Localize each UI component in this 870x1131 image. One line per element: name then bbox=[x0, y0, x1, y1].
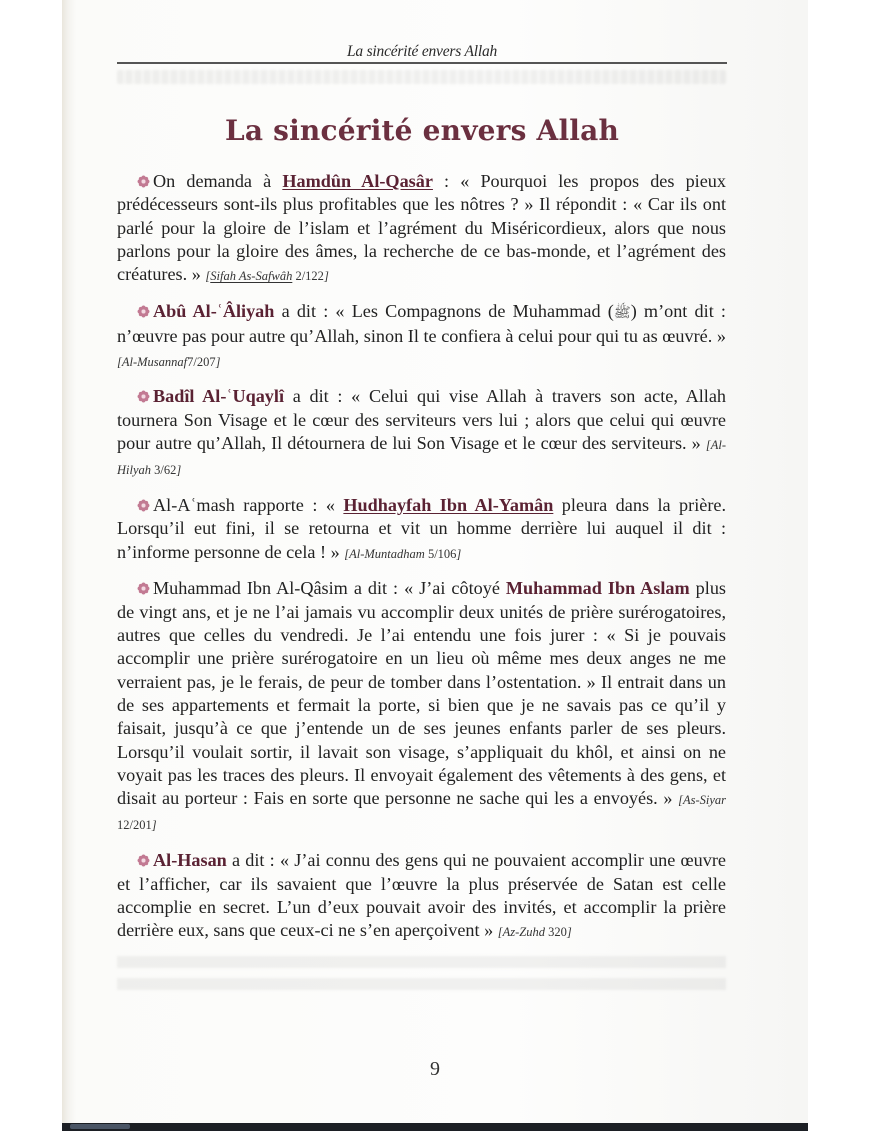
body-text bbox=[117, 170, 726, 1000]
edge-glare bbox=[70, 1124, 130, 1129]
source-ref: 12/201 bbox=[117, 818, 152, 833]
paragraph-hudhayfah bbox=[117, 494, 726, 566]
person-name: Badîl Al-ʿUqaylî bbox=[153, 386, 284, 407]
text: plus de vingt ans, et je ne l’ai jamais vu accomplir deux unités de prière surérogatoires, autres que celles du vendredi. Je l’ai entendu une fois jurer : « Si je pouvais accomplir une prière surérogatoire en un lieu où même mes deux anges ne me verraient pas, je le ferais, de peur de tomber dans l’ostentation. » Il entrait dans un de ses appartements et fermait la porte, si bien que je ne savais pas ce qu’il y faisait, jusqu’à ce que j’entende un de ses jeunes enfants parler de ses pleurs. Lorsqu’il voulait sortir, il lavait son visage, s’appliquait du khôl, et ainsi on ne voyait pas les traces des pleurs. Il envoyait également des vêtements à des gens, et disait au porteur : Fais en sorte que personne ne sache qui les a envoyés. » bbox=[117, 578, 726, 809]
text: On demanda à bbox=[153, 171, 283, 191]
source-title: Sifah As-Safwâh bbox=[210, 269, 293, 284]
salawat-symbol: ﷺ bbox=[613, 305, 631, 321]
text: a dit : « J’ai connu des gens qui ne pouvaient accomplir une œuvre et l’afficher, car ils savaient que l’œuvre la plus préservée de Satan est celle accomplie en secret. L’un d’eux pouvait avoir des invités, et accomplir la prière derrière eux, sans que ceux-ci ne s’en aperçoivent » bbox=[117, 850, 726, 941]
flower-ornament-icon bbox=[137, 582, 150, 595]
source-ref: 5/106 bbox=[427, 546, 457, 561]
source-ref: 3/62 bbox=[154, 463, 177, 478]
show-through-text bbox=[117, 70, 726, 84]
flower-ornament-icon bbox=[137, 305, 150, 318]
source-ref: 2/122 bbox=[295, 269, 324, 284]
source-citation: [As-Siyar 12/201] bbox=[117, 793, 726, 833]
book-page bbox=[62, 0, 808, 1124]
source-title: Al-Musannaf bbox=[121, 354, 188, 369]
person-name: Al-Hasan bbox=[153, 850, 227, 871]
paragraph-abu-aliyah bbox=[117, 300, 726, 374]
text: pleura dans la prière. Lorsqu’il eut fini, il se retourna et vit un homme derrière lui auquel il dit : n’informe personne de cela ! » bbox=[117, 495, 727, 562]
person-name: Abû Al-ʿÂliyah bbox=[153, 300, 275, 321]
running-head: La sincérité envers Allah bbox=[346, 43, 498, 60]
source-citation: [Al-Muntadham 5/106] bbox=[344, 546, 462, 561]
source-citation: [Az-Zuhd 320] bbox=[497, 925, 572, 940]
flower-ornament-icon bbox=[137, 499, 150, 512]
source-citation: [Al-Hilyah 3/62] bbox=[117, 437, 726, 478]
person-name: Muhammad Ibn Aslam bbox=[505, 578, 690, 599]
source-citation: [Al-Musannaf7/207] bbox=[117, 354, 221, 369]
show-through-text bbox=[117, 956, 726, 1000]
header-rule bbox=[117, 62, 727, 64]
source-title: Al-Hilyah bbox=[117, 437, 726, 478]
flower-ornament-icon bbox=[137, 175, 150, 188]
source-title: Al-Muntadham bbox=[349, 546, 425, 561]
paragraph-badil bbox=[117, 385, 726, 482]
paragraph-ibn-aslam bbox=[117, 577, 726, 837]
text: Muhammad Ibn Al-Qâsim a dit : « J’ai côtoyé bbox=[153, 578, 506, 599]
page-number: 9 bbox=[430, 1058, 440, 1080]
chapter-title: La sincérité envers Allah bbox=[224, 114, 620, 147]
paragraph-hamdun bbox=[117, 170, 726, 288]
flower-ornament-icon bbox=[137, 854, 150, 867]
scan-bottom-edge bbox=[62, 1123, 808, 1131]
paragraph-al-hasan bbox=[117, 849, 726, 944]
text: ) m’ont dit : n’œuvre pas pour autre qu’Allah, sinon Il te confiera à celui pour qui tu as œuvré. » bbox=[117, 300, 726, 347]
flower-ornament-icon bbox=[137, 390, 150, 403]
person-name: Hudhayfah Ibn Al-Yamân bbox=[343, 495, 554, 516]
text: a dit : « Celui qui vise Allah à travers son acte, Allah tournera Son Visage et le cœur des serviteurs vers lui ; alors que celui qui œuvre pour autre qu’Allah, Il détournera de lui Son Visage et le cœur des serviteurs. » bbox=[117, 386, 726, 453]
source-title: Az-Zuhd bbox=[502, 925, 545, 940]
text: a dit : « Les Compagnons de Muhammad ( bbox=[274, 300, 614, 321]
person-name: Hamdûn Al-Qasâr bbox=[282, 171, 433, 191]
source-ref: 7/207 bbox=[187, 354, 216, 369]
source-ref: 320 bbox=[548, 925, 567, 940]
source-citation: [Sifah As-Safwâh 2/122] bbox=[205, 269, 329, 284]
text: : « Pourquoi les propos des pieux prédécesseurs sont-ils plus profitables que les nôtres ? » Il répondit : « Car ils ont parlé pour la gloire de l’islam et l’agrément du Miséricordieux, alors que nous parlons pour la gloire des âmes, la recherche de ce bas-monde, et l’agrément des créatures. » bbox=[117, 171, 726, 285]
source-title: As-Siyar bbox=[682, 793, 726, 808]
text: Al-Aʿmash rapporte : « bbox=[153, 495, 344, 516]
